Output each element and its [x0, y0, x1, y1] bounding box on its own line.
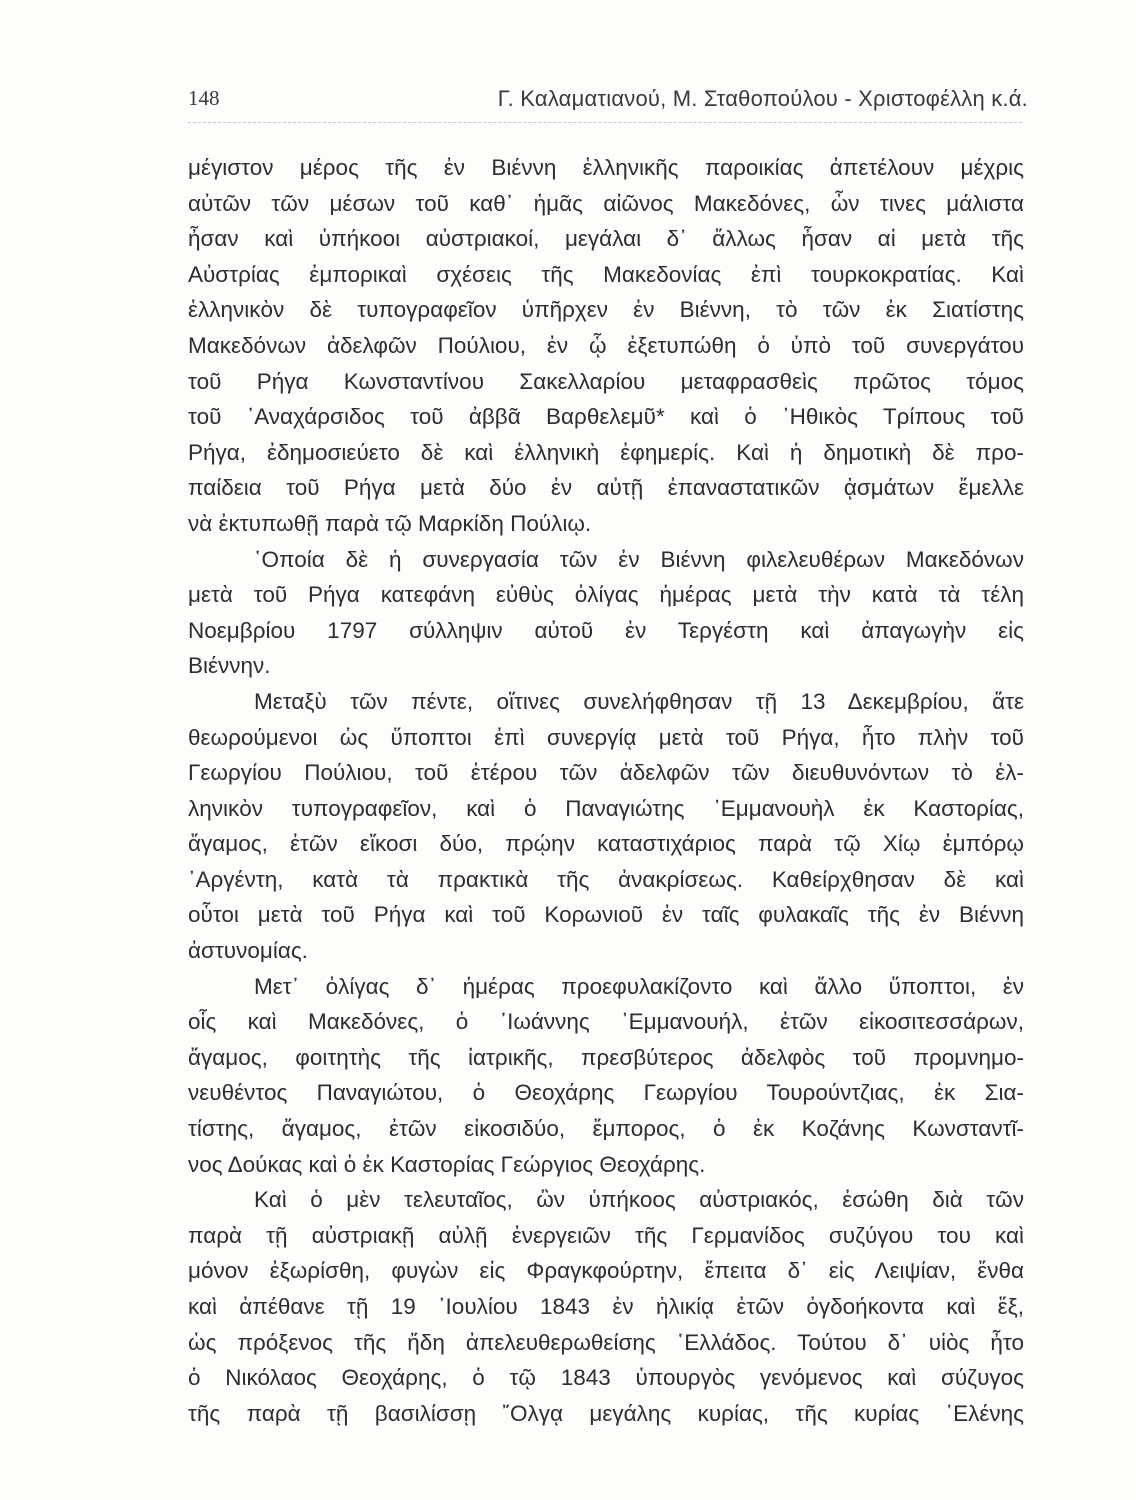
text-line: νευθέντος Παναγιώτου, ὁ Θεοχάρης Γεωργίου Τουρούντζιας, ἐκ Σια- — [188, 1080, 1024, 1106]
text-line: τῆς παρὰ τῇ βασιλίσσῃ ῎Ολγᾳ μεγάλης κυρίας, τῆς κυρίας ῾Ελένης — [188, 1400, 1024, 1426]
text-line: μετὰ τοῦ Ρήγα κατεφάνη εὐθὺς ὀλίγας ἡμέρας μετὰ τὴν κατὰ τὰ τέλη — [188, 582, 1024, 608]
text-line: ληνικὸν τυπογραφεῖον, καὶ ὁ Παναγιώτης ᾽Εμμανουὴλ ἐκ Καστορίας, — [188, 795, 1024, 821]
paragraph-3 — [188, 684, 1024, 969]
text-line: ἄγαμος, φοιτητὴς τῆς ἰατρικῆς, πρεσβύτερος ἀδελφὸς τοῦ προμνημο- — [188, 1044, 1024, 1070]
text-line: παίδεια τοῦ Ρήγα μετὰ δύο ἐν αὐτῇ ἐπαναστατικῶν ᾀσμάτων ἔμελλε — [188, 475, 1024, 501]
paragraph-1 — [188, 150, 1024, 542]
text-line: ὡς πρόξενος τῆς ἤδη ἀπελευθερωθείσης ῾Ελλάδος. Τούτου δ᾽ υἱὸς ἦτο — [188, 1329, 1024, 1355]
text-line: ὁ Νικόλαος Θεοχάρης, ὁ τῷ 1843 ὑπουργὸς γενόμενος καὶ σύζυγος — [188, 1365, 1024, 1391]
text-line: παρὰ τῇ αὐστριακῇ αὐλῇ ἐνεργειῶν τῆς Γερμανίδος συζύγου του καὶ — [188, 1222, 1024, 1248]
text-line: ἑλληνικὸν δὲ τυπογραφεῖον ὑπῆρχεν ἐν Βιέννη, τὸ τῶν ἐκ Σιατίστης — [188, 297, 1024, 323]
text-line: Γεωργίου Πούλιου, τοῦ ἑτέρου τῶν ἀδελφῶν τῶν διευθυνόντων τὸ ἑλ- — [188, 760, 1024, 786]
header-divider — [188, 122, 1022, 123]
text-line: Ρήγα, ἐδημοσιεύετο δὲ καὶ ἑλληνικὴ ἐφημερίς. Καὶ ἡ δημοτικὴ δὲ προ- — [188, 439, 1024, 465]
text-line: ἦσαν καὶ ὑπήκοοι αὐστριακοί, μεγάλαι δ᾽ ἄλλως ἦσαν αἱ μετὰ τῆς — [188, 226, 1024, 252]
text-line: Μακεδόνων ἀδελφῶν Πούλιου, ἐν ᾧ ἐξετυπώθη ὁ ὑπὸ τοῦ συνεργάτου — [188, 332, 1024, 358]
page-number: 148 — [188, 86, 220, 110]
text-line: μέγιστον μέρος τῆς ἐν Βιέννη ἑλληνικῆς παροικίας ἀπετέλουν μέχρις — [188, 155, 1024, 180]
text-line: Καὶ ὁ μὲν τελευταῖος, ὢν ὑπήκοος αὐστριακός, ἐσώθη διὰ τῶν — [254, 1187, 1024, 1213]
paragraph-4 — [188, 969, 1024, 1183]
text-line: νὰ ἐκτυπωθῇ παρὰ τῷ Μαρκίδη Πούλιῳ. — [188, 510, 592, 536]
text-line: Βιέννην. — [188, 653, 271, 679]
paragraph-2 — [188, 542, 1024, 684]
text-line: οἷς καὶ Μακεδόνες, ὁ ᾽Ιωάννης ᾽Εμμανουήλ, ἐτῶν εἰκοσιτεσσάρων, — [188, 1009, 1024, 1035]
text-line: Νοεμβρίου 1797 σύλληψιν αὐτοῦ ἐν Τεργέστη καὶ ἀπαγωγὴν εἰς — [188, 617, 1024, 643]
page-header — [188, 82, 1028, 118]
text-line: ἀστυνομίας. — [188, 938, 308, 964]
body-text — [188, 150, 1024, 1431]
running-title: Γ. Καλαματιανού, Μ. Σταθοπούλου - Χριστοφέλλη κ.ά. — [497, 86, 1028, 111]
text-line: ῾Οποία δὲ ἡ συνεργασία τῶν ἐν Βιέννη φιλελευθέρων Μακεδόνων — [254, 546, 1024, 572]
text-line: ἄγαμος, ἐτῶν εἴκοσι δύο, πρῴην καταστιχάριος παρὰ τῷ Χίῳ ἐμπόρῳ — [188, 831, 1024, 857]
text-line: αὐτῶν τῶν μέσων τοῦ καθ᾽ ἡμᾶς αἰῶνος Μακεδόνες, ὧν τινες μάλιστα — [188, 190, 1024, 216]
text-line: τοῦ ᾽Αναχάρσιδος τοῦ ἀββᾶ Βαρθελεμῦ* καὶ ὁ ᾽Ηθικὸς Τρίπους τοῦ — [188, 404, 1024, 430]
text-line: ᾽Αργέντη, κατὰ τὰ πρακτικὰ τῆς ἀνακρίσεως. Καθείρχθησαν δὲ καὶ — [188, 866, 1024, 892]
text-line: θεωρούμενοι ὡς ὕποπτοι ἐπὶ συνεργίᾳ μετὰ τοῦ Ρήγα, ἦτο πλὴν τοῦ — [188, 724, 1024, 750]
text-line: τίστης, ἄγαμος, ἐτῶν εἰκοσιδύο, ἔμπορος, ὁ ἐκ Κοζάνης Κωνσταντῖ- — [188, 1116, 1024, 1142]
text-line: οὗτοι μετὰ τοῦ Ρήγα καὶ τοῦ Κορωνιοῦ ἐν ταῖς φυλακαῖς τῆς ἐν Βιέννη — [188, 902, 1024, 928]
text-line: καὶ ἀπέθανε τῇ 19 ᾽Ιουλίου 1843 ἐν ἡλικίᾳ ἐτῶν ὀγδοήκοντα καὶ ἕξ, — [188, 1294, 1024, 1319]
text-line: Μεταξὺ τῶν πέντε, οἵτινες συνελήφθησαν τῇ 13 Δεκεμβρίου, ἅτε — [254, 688, 1024, 714]
text-line: Αὐστρίας ἐμπορικαὶ σχέσεις τῆς Μακεδονίας ἐπὶ τουρκοκρατίας. Καὶ — [188, 261, 1024, 287]
text-line: μόνον ἐξωρίσθη, φυγὼν εἰς Φραγκφούρτην, ἔπειτα δ᾽ εἰς Λειψίαν, ἔνθα — [188, 1258, 1024, 1284]
text-line: τοῦ Ρήγα Κωνσταντίνου Σακελλαρίου μεταφρασθεὶς πρῶτος τόμος — [188, 368, 1024, 394]
text-line: νος Δούκας καὶ ὁ ἐκ Καστορίας Γεώργιος Θεοχάρης. — [188, 1151, 706, 1177]
paragraph-5 — [188, 1182, 1024, 1431]
text-line: Μετ᾽ ὀλίγας δ᾽ ἡμέρας προεφυλακίζοντο καὶ ἄλλο ὕποπτοι, ἐν — [254, 973, 1024, 999]
